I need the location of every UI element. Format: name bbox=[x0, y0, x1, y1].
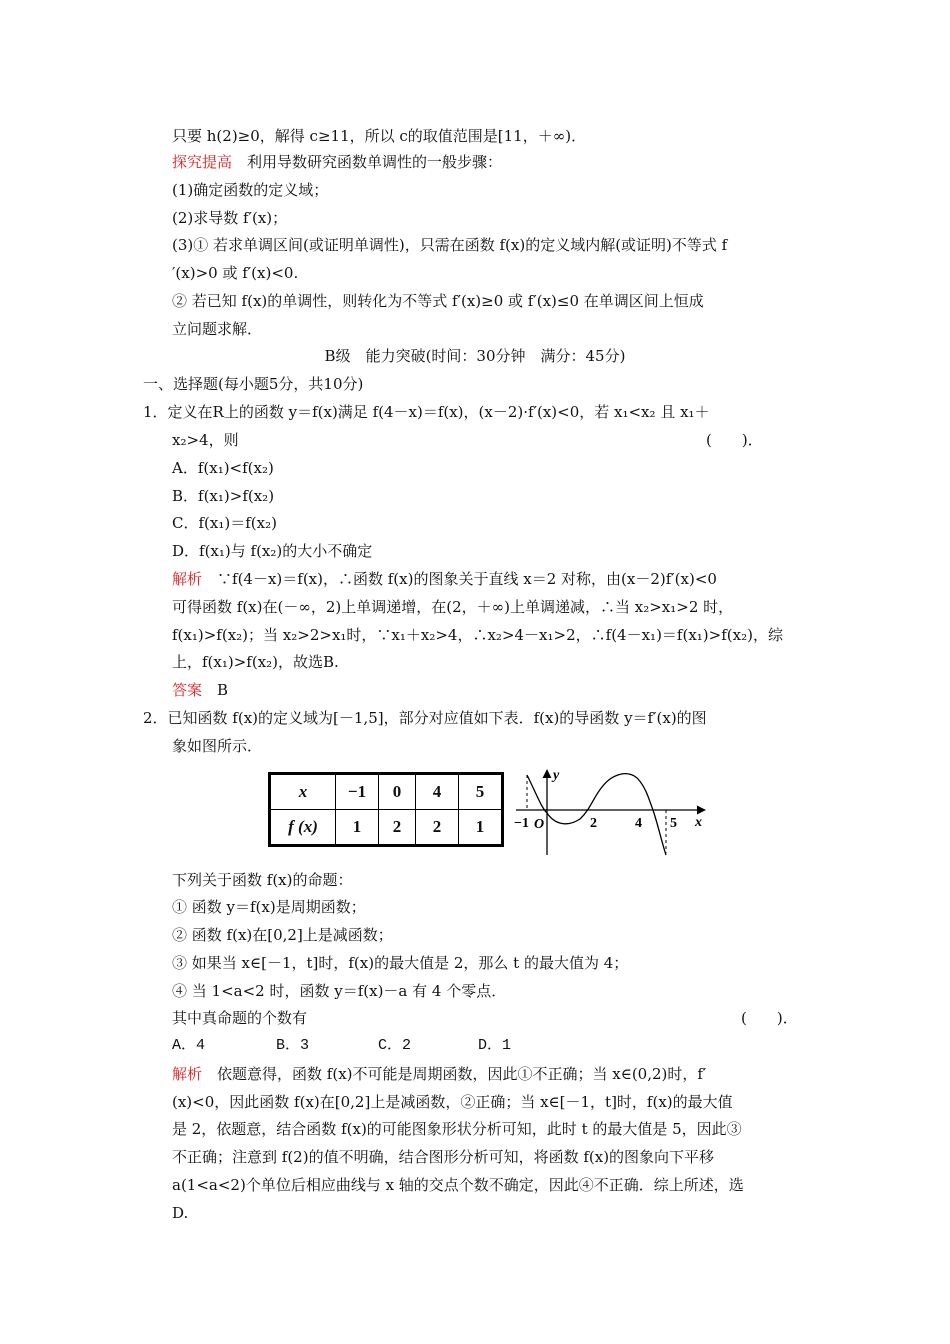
tick-label-5: 5 bbox=[670, 816, 677, 831]
table-header-cell: −1 bbox=[336, 774, 379, 810]
q1-answer-tag: 答案 bbox=[172, 681, 203, 699]
q2-prompt: 下列关于函数 f(x)的命题： bbox=[172, 871, 353, 889]
q2-analysis-line: (x)<0，因此函数 f(x)在[0,2]上是减函数，②正确；当 x∈[－1，t]时，f(x)的最大值 bbox=[172, 1093, 733, 1111]
table-header-cell: x bbox=[270, 774, 336, 810]
q1-analysis-line bbox=[172, 569, 717, 589]
explore-step: 立问题求解． bbox=[172, 320, 263, 338]
q2-count-question: 其中真命题的个数有 bbox=[172, 1009, 308, 1027]
q2-analysis-line: D. bbox=[172, 1204, 189, 1222]
table-header-cell: 5 bbox=[459, 774, 503, 810]
explore-step: (1)确定函数的定义域； bbox=[172, 181, 329, 199]
q2-stem-line: 象如图所示． bbox=[172, 737, 263, 755]
x-label: x bbox=[695, 815, 702, 830]
q1-option: B．f(x₁)>f(x₂) bbox=[172, 487, 275, 505]
table-cell: 1 bbox=[336, 810, 379, 846]
q2-option-b: B．3 bbox=[276, 1037, 310, 1054]
q2-analysis-line: 是 2，依题意，结合函数 f(x)的可能图象形状分析可知，此时 t 的最大值是 5，因此③ bbox=[172, 1120, 742, 1138]
q2-analysis-line bbox=[172, 1064, 706, 1084]
table-row-fx bbox=[270, 810, 503, 846]
q1-answer-paren: ( )． bbox=[706, 431, 763, 449]
q2-analysis-tag: 解析 bbox=[172, 1065, 203, 1083]
q2-analysis-text: 依题意得，函数 f(x)不可能是周期函数，因此①不正确；当 x∈(0,2)时，f′ bbox=[202, 1065, 707, 1083]
q1-analysis-line: 上，f(x₁)>f(x₂)，故选B. bbox=[172, 653, 339, 671]
explore-tag: 探究提高 bbox=[172, 153, 233, 171]
q1-analysis-tag: 解析 bbox=[172, 570, 203, 588]
q1-analysis-line: 可得函数 f(x)在(－∞，2)上单调递增，在(2，＋∞)上单调递减，∴当 x₂>x₁>2 时， bbox=[172, 598, 734, 616]
q2-proposition: ① 函数 y＝f(x)是周期函数； bbox=[172, 898, 366, 916]
q2-option-d: D．1 bbox=[478, 1037, 512, 1054]
derivative-curve bbox=[527, 774, 666, 855]
q1-answer-line bbox=[172, 680, 228, 700]
table-cell: 2 bbox=[379, 810, 416, 846]
table-row-label: f (x) bbox=[270, 810, 336, 846]
q1-analysis-text: ∵f(4－x)＝f(x)，∴函数 f(x)的图象关于直线 x＝2 对称，由(x－2)f′(x)<0 bbox=[202, 570, 717, 588]
table-header-cell: 0 bbox=[379, 774, 416, 810]
q1-answer-value: B bbox=[202, 681, 229, 699]
value-table bbox=[268, 772, 504, 847]
q1-stem-line: 1．定义在R上的函数 y＝f(x)满足 f(4－x)＝f(x)，(x－2)·f′(x)<0，若 x₁<x₂ 且 x₁＋ bbox=[143, 403, 710, 421]
table-cell: 2 bbox=[416, 810, 459, 846]
q1-analysis-line: f(x₁)>f(x₂)；当 x₂>2>x₁时，∵x₁＋x₂>4，∴x₂>4－x₁>2，∴f(4－x₁)＝f(x₁)>f(x₂)，综 bbox=[172, 626, 783, 644]
q1-stem-line: x₂>4，则 bbox=[172, 431, 239, 449]
q2-option-a: A．4 bbox=[172, 1037, 206, 1054]
q2-option-c: C．2 bbox=[378, 1037, 412, 1054]
table-header-cell: 4 bbox=[416, 774, 459, 810]
explore-step: (3)① 若求单调区间(或证明单调性)，只需在函数 f(x)的定义域内解(或证明)不等式 f bbox=[172, 236, 728, 254]
intro-line: 只要 h(2)≥0，解得 c≥11，所以 c的取值范围是[11，＋∞)． bbox=[172, 127, 587, 145]
explore-step: ′(x)>0 或 f′(x)<0. bbox=[172, 264, 299, 282]
q2-analysis-line: a(1<a<2)个单位后相应曲线与 x 轴的交点个数不确定，因此④不正确．综上所述，选 bbox=[172, 1176, 744, 1194]
q2-stem-line: 2．已知函数 f(x)的定义域为[－1,5]，部分对应值如下表．f(x)的导函数 y＝f′(x)的图 bbox=[143, 709, 707, 727]
q2-proposition: ② 函数 f(x)在[0,2]上是减函数； bbox=[172, 926, 393, 944]
q2-answer-paren: ( )． bbox=[741, 1009, 798, 1027]
derivative-graph bbox=[508, 765, 708, 859]
explore-step: (2)求导数 f′(x)； bbox=[172, 209, 288, 227]
q1-option: D．f(x₁)与 f(x₂)的大小不确定 bbox=[172, 542, 373, 560]
explore-step: ② 若已知 f(x)的单调性，则转化为不等式 f′(x)≥0 或 f′(x)≤0 在单调区间上恒成 bbox=[172, 292, 704, 310]
table-row-x bbox=[270, 774, 503, 810]
part-title: 一、选择题(每小题5分，共10分) bbox=[143, 375, 364, 393]
y-label: y bbox=[553, 768, 560, 783]
tick-label-4: 4 bbox=[635, 816, 642, 831]
tick-label-neg1: −1 bbox=[514, 816, 529, 831]
explore-heading bbox=[172, 152, 502, 172]
q2-proposition: ④ 当 1<a<2 时，函数 y＝f(x)－a 有 4 个零点． bbox=[172, 982, 507, 1000]
table-cell: 1 bbox=[459, 810, 503, 846]
q1-option: A．f(x₁)<f(x₂) bbox=[172, 459, 274, 477]
explore-text: 利用导数研究函数单调性的一般步骤： bbox=[232, 153, 503, 171]
origin-label: O bbox=[534, 817, 545, 832]
q2-analysis-line: 不正确；注意到 f(2)的值不明确，结合图形分析可知，将函数 f(x)的图象向下平移 bbox=[172, 1148, 715, 1166]
q2-proposition: ③ 如果当 x∈[－1，t]时，f(x)的最大值是 2，那么 t 的最大值为 4； bbox=[172, 954, 629, 972]
section-title: B级 能力突破(时间：30分钟 满分：45分) bbox=[324, 347, 626, 365]
q1-option: C．f(x₁)＝f(x₂) bbox=[172, 514, 277, 532]
tick-label-2: 2 bbox=[590, 816, 597, 831]
